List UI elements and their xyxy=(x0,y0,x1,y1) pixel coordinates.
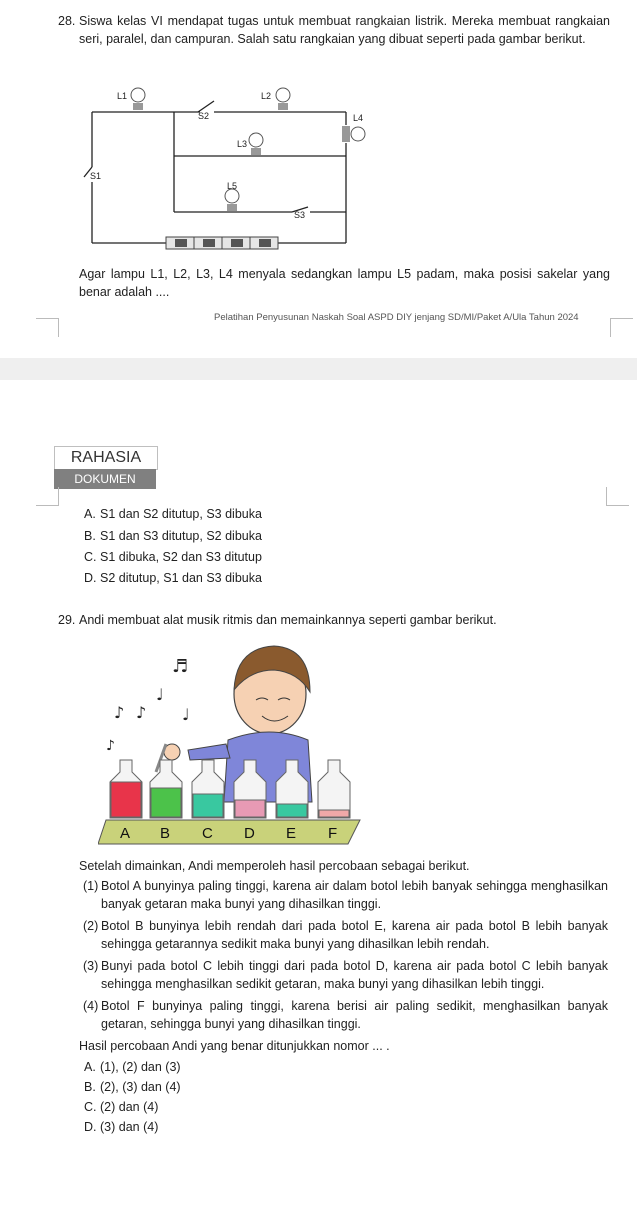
svg-text:♬: ♬ xyxy=(172,656,189,677)
bottle-label-c: C xyxy=(202,825,213,842)
label-l1: L1 xyxy=(117,91,128,101)
q29-statement-3: (3) Bunyi pada botol C lebih tinggi dari pada botol D, karena air pada botol C lebih banyak sehingga menghasilkan sedikit getaran, maka bunyi yang dihasilkan lebih tinggi. xyxy=(83,959,608,991)
lamp-l5-icon xyxy=(225,189,239,211)
bottle-label-b: B xyxy=(160,825,171,842)
label-l4: L4 xyxy=(353,113,364,123)
q29-number: 29. xyxy=(58,613,76,627)
q29-intro: Andi membuat alat musik ritmis dan memainkannya seperti gambar berikut. xyxy=(79,613,497,627)
svg-text:♩: ♩ xyxy=(182,705,190,724)
q29-option-d[interactable]: D. (3) dan (4) xyxy=(84,1120,159,1134)
q29-option-c[interactable]: C. (2) dan (4) xyxy=(84,1100,159,1114)
battery-icon xyxy=(166,237,278,249)
svg-text:♪: ♪ xyxy=(114,703,125,722)
stamp-dokumen-negara: DOKUMEN NEGARA xyxy=(54,469,156,489)
q28-option-d[interactable]: D. S2 ditutup, S1 dan S3 dibuka xyxy=(84,571,262,585)
bottle-label-d: D xyxy=(244,825,255,842)
label-s1: S1 xyxy=(90,171,102,181)
page-footer: Pelatihan Penyusunan Naskah Soal ASPD DIY jenjang SD/MI/Paket A/Ula Tahun 2024 xyxy=(214,312,579,323)
label-l3: L3 xyxy=(237,139,248,149)
corner-mark xyxy=(610,318,633,337)
corner-mark xyxy=(606,487,629,506)
stamp-rahasia: RAHASIA xyxy=(54,446,158,470)
lamp-l2-icon xyxy=(276,88,290,110)
label-s3: S3 xyxy=(294,210,306,220)
q28-intro: Siswa kelas VI mendapat tugas untuk membuat rangkaian listrik. Mereka membuat rangkaian seri, paralel, dan campuran. Salah satu rangkaian yang dibuat seperti pada gambar berikut. xyxy=(79,14,610,46)
corner-mark xyxy=(36,318,59,337)
label-l5: L5 xyxy=(227,181,238,191)
q29-lead: Setelah dimainkan, Andi memperoleh hasil percobaan sebagai berikut. xyxy=(79,859,470,873)
bottle-music-illustration xyxy=(98,632,374,850)
music-notes-icon xyxy=(106,656,190,754)
q28-option-b[interactable]: B. S1 dan S3 ditutup, S2 dibuka xyxy=(84,529,262,543)
q29-option-a[interactable]: A. (1), (2) dan (3) xyxy=(84,1060,181,1074)
q29-statement-2: (2) Botol B bunyinya lebih rendah dari pada botol E, karena air pada botol B lebih banyak sehingga getarannya sedikit maka bunyi yang dihasilkan lebih rendah. xyxy=(83,919,608,951)
label-s2: S2 xyxy=(198,111,210,121)
page-gap xyxy=(0,358,637,380)
lamp-l4-icon xyxy=(342,126,365,142)
lamp-l1-icon xyxy=(131,88,145,110)
q29-statement-1: (1) Botol A bunyinya paling tinggi, karena air dalam botol lebih banyak sehingga menghasilkan banyak getaran maka bunyi yang dihasilkan tinggi. xyxy=(83,879,608,911)
svg-text:♩: ♩ xyxy=(156,685,164,704)
q28-question: Agar lampu L1, L2, L3, L4 menyala sedangkan lampu L5 padam, maka posisi sakelar yang benar adalah .... xyxy=(79,267,610,299)
circuit-diagram xyxy=(80,82,380,258)
q28-option-a[interactable]: A. S1 dan S2 ditutup, S3 dibuka xyxy=(84,507,262,521)
label-l2: L2 xyxy=(261,91,272,101)
q28-number: 28. xyxy=(58,14,76,28)
corner-mark xyxy=(36,487,59,506)
svg-text:♪: ♪ xyxy=(136,703,147,722)
bottle-label-f: F xyxy=(328,825,338,842)
bottle-label-a: A xyxy=(120,825,131,842)
q29-statement-4: (4) Botol F bunyinya paling tinggi, karena berisi air paling sedikit, menghasilkan banyak getaran, sehingga bunyi yang dihasilkan tinggi. xyxy=(83,999,608,1031)
svg-text:♪: ♪ xyxy=(106,738,115,754)
bottle-label-e: E xyxy=(286,825,297,842)
q29-question: Hasil percobaan Andi yang benar ditunjukkan nomor ... . xyxy=(79,1039,390,1053)
q29-option-b[interactable]: B. (2), (3) dan (4) xyxy=(84,1080,181,1094)
q28-option-c[interactable]: C. S1 dibuka, S2 dan S3 ditutup xyxy=(84,550,262,564)
lamp-l3-icon xyxy=(249,133,263,155)
